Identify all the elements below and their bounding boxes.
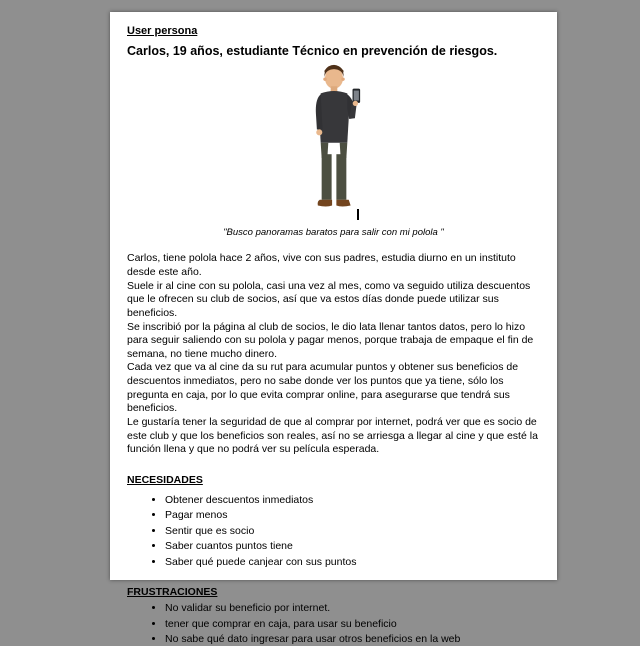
persona-man-icon (284, 63, 384, 215)
list-item[interactable]: • tener que comprar en caja, para usar su beneficio (165, 618, 540, 631)
persona-illustration[interactable] (127, 63, 540, 215)
list-item[interactable]: • Pagar menos (165, 509, 540, 522)
paragraph[interactable]: Cada vez que va al cine da su rut para acumular puntos y obtener sus beneficios de descuentos inmediatos, pero no sabe donde ver los puntos que ya tiene, sólo los pregunta en caja, por lo que evita comprar online, para asegurarse que tendrá sus beneficios. (127, 361, 519, 415)
needs-heading[interactable]: NECESIDADES (127, 473, 203, 486)
page-title[interactable]: Carlos, 19 años, estudiante Técnico en prevención de riesgos. (127, 44, 498, 58)
document-page[interactable] (110, 12, 557, 646)
list-item[interactable]: • Sentir que es socio (165, 525, 540, 538)
persona-description[interactable] (127, 252, 540, 457)
list-item[interactable]: • No sabe qué dato ingresar para usar otros beneficios en la web (165, 633, 540, 646)
paragraph[interactable]: Carlos, tiene polola hace 2 años, vive con sus padres, estudia diurno en un instituto desde este año. (127, 252, 516, 278)
frustrations-list (127, 602, 540, 646)
doc-label[interactable]: User persona (127, 25, 198, 37)
needs-list (127, 494, 540, 569)
paragraph[interactable]: Suele ir al cine con su polola, casi una vez al mes, como va seguido utiliza descuentos que le ofrecen su club de socios, así que va estos días donde puede utilizar sus beneficios. (127, 279, 531, 319)
frustrations-heading[interactable]: FRUSTRACIONES (127, 586, 218, 599)
paragraph[interactable]: Le gustaría tener la seguridad de que al comprar por internet, podrá ver que es socio de este club y que los beneficios son reales, así no se arriesga a llegar al cine y que esté la función llena y que no podrá ver su película esperada. (127, 416, 538, 456)
cursor-row (127, 209, 540, 221)
list-item[interactable]: • Obtener descuentos inmediatos (165, 494, 540, 507)
paragraph[interactable]: Se inscribió por la página al club de socios, le dio lata llenar tantos datos, pero lo hizo para seguir saliendo con su polola y pagar menos, porque trabaja de empaque el fin de semana, no tiene mucho dinero. (127, 320, 534, 360)
list-item[interactable]: • Saber cuantos puntos tiene (165, 540, 540, 553)
list-item[interactable]: • Saber qué puede canjear con sus puntos (165, 556, 540, 569)
persona-quote[interactable]: "Busco panoramas baratos para salir con mi polola " (223, 227, 444, 238)
text-cursor (357, 209, 359, 220)
list-item[interactable]: • No validar su beneficio por internet. (165, 602, 540, 615)
